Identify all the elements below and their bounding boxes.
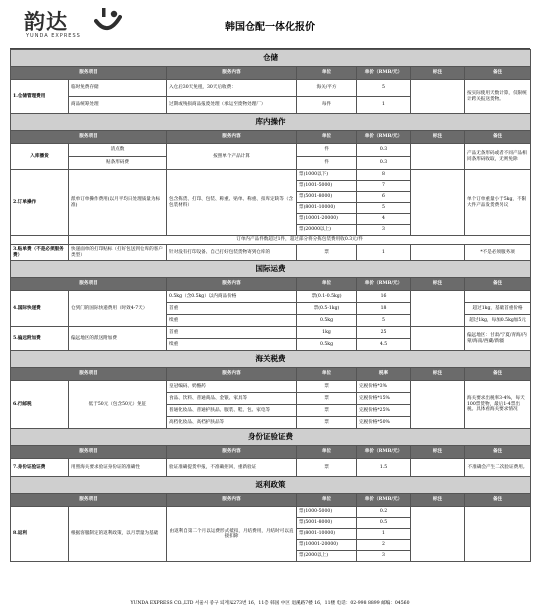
company-footer: YUNDA EXPRESS CO.,LTD 서울시 중구 퇴계로273번 16，11층 韩国 中区 退溪路7楼 16，11楼 电话：02-998 8899 邮编：04560 xyxy=(130,601,410,606)
note-cell: 单个订单重量小于5kg，不限大件产品发货费另议 xyxy=(465,170,531,236)
header-note: 备注 xyxy=(465,131,531,144)
header-note: 备注 xyxy=(465,67,531,80)
rate-cell: 完税价格*50% xyxy=(357,417,411,429)
rate-cell: 完税价格*25% xyxy=(357,405,411,417)
header-remark: 标注 xyxy=(411,67,465,80)
header-content: 服务内容 xyxy=(167,368,297,381)
unit-cell: 0.5kg xyxy=(297,339,357,351)
document-header xyxy=(10,0,530,49)
rate-cell: 完税价格*3% xyxy=(357,381,411,393)
remark-cell xyxy=(411,170,465,236)
header-note: 备注 xyxy=(465,446,531,459)
price-cell: 6 xyxy=(357,192,411,203)
section-title-inhouse: 库内操作 xyxy=(11,114,531,131)
content-cell: 普通化妆品、普通护肤品、服装、鞋、包、家电等 xyxy=(167,405,297,417)
header-item: 服务项目 xyxy=(11,368,167,381)
unit-cell: 票(5001-8000) xyxy=(297,518,357,529)
unit-cell: 票 xyxy=(297,459,357,477)
content-cell: 续重 xyxy=(167,339,297,351)
document-title: 韩国仓配一体化报价 xyxy=(225,22,315,33)
price-cell: 4.5 xyxy=(357,339,411,351)
content-cell: 按照单个产品计算 xyxy=(167,144,297,170)
header-content: 服务内容 xyxy=(167,446,297,459)
header-remark: 标注 xyxy=(411,368,465,381)
content-cell: 食品、饮料、普通商品、金银、家具等 xyxy=(167,393,297,405)
header-content: 服务内容 xyxy=(167,494,297,507)
unit-cell: 票(1000-5000) xyxy=(297,507,357,518)
item-cell: 低于50元（包含50元）免征 xyxy=(69,381,167,429)
unit-cell: 票(0.1-0.5kg) xyxy=(297,291,357,303)
header-content: 服务内容 xyxy=(167,278,297,291)
header-rate: 税率 xyxy=(357,368,411,381)
unit-cell: 票(20000以上) xyxy=(297,225,357,236)
note-cell: *不是必须服务项 xyxy=(465,245,531,261)
unit-cell: 票(10001-20000) xyxy=(297,540,357,551)
unit-cell: 0.5kg xyxy=(297,315,357,327)
header-note: 备注 xyxy=(465,368,531,381)
header-price: 单价（RMB/元） xyxy=(357,131,411,144)
price-cell: 1.5 xyxy=(357,459,411,477)
item-cell: 清点数 xyxy=(69,144,167,157)
remark-cell xyxy=(411,291,465,327)
unit-cell: 海关/平方 xyxy=(297,80,357,97)
category-cell: 8.返利 xyxy=(11,507,69,562)
note-cell: 超过1kg，每加0.5kg加5元 xyxy=(465,315,531,327)
item-cell: 用照海关要求验证身份证的准确性 xyxy=(69,459,167,477)
item-cell: 偏远地区的派送附加费 xyxy=(69,327,167,351)
content-cell: 针对没有打印设备、自己打好包装货物寄到仓库的 xyxy=(167,245,297,261)
unit-cell: 票(2000以上) xyxy=(297,551,357,562)
note-cell: 海关要求出税率3-4%，每天100票货物，最后1-4票出税。具体看海关要求情况 xyxy=(465,381,531,429)
note-cell xyxy=(465,507,531,562)
note-cell: 不准确会产生二次验证费用。 xyxy=(465,459,531,477)
note-cell xyxy=(465,291,531,303)
note-cell: 产品无条形码或者不同产品相同条形码收取，无则免除 xyxy=(465,144,531,170)
category-cell: 7.身份证验证费 xyxy=(11,459,69,477)
remark-cell xyxy=(411,507,465,562)
header-price: 单价（RMB/元） xyxy=(357,67,411,80)
price-cell: 1 xyxy=(357,97,411,114)
item-cell: 商品统筹处理 xyxy=(69,97,167,114)
header-price: 单价（RMB/元） xyxy=(357,446,411,459)
unit-cell: 1kg xyxy=(297,327,357,339)
price-cell: 8 xyxy=(357,170,411,181)
price-cell: 16 xyxy=(357,291,411,303)
unit-cell: 每件 xyxy=(297,97,357,114)
remark-cell xyxy=(411,144,465,170)
header-content: 服务内容 xyxy=(167,131,297,144)
unit-cell: 件 xyxy=(297,157,357,170)
header-unit: 单位 xyxy=(297,278,357,291)
category-cell: 5.偏远附加费 xyxy=(11,327,69,351)
content-cell: 过期或残损商品报废处理（承运至废物处理厂） xyxy=(167,97,297,114)
section-title-idcard: 身份证验证费 xyxy=(11,429,531,446)
price-cell: 5 xyxy=(357,315,411,327)
header-item: 服务项目 xyxy=(11,446,167,459)
section-title-warehouse: 仓储 xyxy=(11,50,531,67)
item-cell: 仓到门的国际快递费用（时效4-7天） xyxy=(69,291,167,327)
section-title-intl: 国际运费 xyxy=(11,261,531,278)
content-cell: 高档化妆品、高档护肤品等 xyxy=(167,417,297,429)
remark-cell xyxy=(411,245,465,261)
price-cell: 5 xyxy=(357,80,411,97)
section-title-customs: 海关税费 xyxy=(11,351,531,368)
unit-cell: 票 xyxy=(297,417,357,429)
price-cell: 3 xyxy=(357,225,411,236)
remark-cell xyxy=(411,327,465,351)
category-cell: 4.国际快递费 xyxy=(11,291,69,327)
price-cell: 0.3 xyxy=(357,157,411,170)
unit-cell: 件 xyxy=(297,144,357,157)
logo-text: 韵达 xyxy=(24,10,68,34)
unit-cell: 票(1000以下) xyxy=(297,170,357,181)
header-unit: 单位 xyxy=(297,446,357,459)
content-cell: 验证准确提货申报，不准确拒回，重新验证 xyxy=(167,459,297,477)
category-cell: 3.贴单费（不是必须服务费） xyxy=(11,245,69,261)
header-item: 服务项目 xyxy=(11,131,167,144)
section-title-rebate: 返利政策 xyxy=(11,477,531,494)
remark-cell xyxy=(411,459,465,477)
unit-cell: 票(10001-20000) xyxy=(297,214,357,225)
note-cell: 按实际使用天数计算，仅限统计跨关报送货物。 xyxy=(465,80,531,114)
content-cell: 皇冠编码、奶酪药 xyxy=(167,381,297,393)
price-cell: 1 xyxy=(357,245,411,261)
rate-cell: 完税价格*15% xyxy=(357,393,411,405)
unit-cell: 票 xyxy=(297,393,357,405)
header-unit: 单位 xyxy=(297,494,357,507)
content-cell: 入仓后30天免租，30天后收费： xyxy=(167,80,297,97)
price-cell: 0.3 xyxy=(357,144,411,157)
unit-cell: 票(1001-5000) xyxy=(297,181,357,192)
unit-cell: 票(8001-10000) xyxy=(297,529,357,540)
unit-cell: 票 xyxy=(297,381,357,393)
price-cell: 1 xyxy=(357,529,411,540)
header-item: 服务项目 xyxy=(11,278,167,291)
price-cell: 2 xyxy=(357,540,411,551)
item-cell: 快递面单的打印贴标（打好包送到仓库的客户类型） xyxy=(69,245,167,261)
category-cell: 2.订单操作 xyxy=(11,170,69,236)
content-cell: 由返利自第二个月以运费形式抵扣，月结费用，月结时可以直接扣除 xyxy=(167,507,297,562)
category-cell: 入库播货 xyxy=(11,144,69,170)
price-cell: 7 xyxy=(357,181,411,192)
price-cell: 0.5 xyxy=(357,518,411,529)
content-cell: 包含拣货、打印、包装、称重、贴单、称重、扣库定缺等（含包装材料） xyxy=(167,170,297,236)
unit-cell: 票(0.5-1kg) xyxy=(297,303,357,315)
category-cell: 1.仓储管理费用 xyxy=(11,80,69,114)
remark-cell xyxy=(411,80,465,114)
content-cell: 续重 xyxy=(167,315,297,327)
item-cell: 派单订单操作费用(以月平均日处理质量为标准) xyxy=(69,170,167,236)
price-cell: 3 xyxy=(357,551,411,562)
price-cell: 0.2 xyxy=(357,507,411,518)
header-price: 单价（RMB/元） xyxy=(357,494,411,507)
note-cell: 偏远地区：甘肃/宁夏/青海/内蒙/海南/西藏/新疆 xyxy=(465,327,531,351)
price-cell: 5 xyxy=(357,203,411,214)
header-remark: 标注 xyxy=(411,494,465,507)
header-note: 备注 xyxy=(465,278,531,291)
remark-cell xyxy=(411,381,465,429)
header-remark: 标注 xyxy=(411,131,465,144)
header-unit: 单位 xyxy=(297,368,357,381)
unit-cell: 票(8001-10000) xyxy=(297,203,357,214)
item-cell: 根据客服制定的返利政策，以月票量为基础 xyxy=(69,507,167,562)
header-unit: 单位 xyxy=(297,67,357,80)
price-cell: 4 xyxy=(357,214,411,225)
blank-cell xyxy=(11,236,69,245)
header-price: 单价（RMB/元） xyxy=(357,278,411,291)
header-content: 服务内容 xyxy=(167,67,297,80)
item-cell: 贴条形码费 xyxy=(69,157,167,170)
price-cell: 18 xyxy=(357,303,411,315)
header-note: 备注 xyxy=(465,494,531,507)
unit-cell: 票 xyxy=(297,245,357,261)
unit-cell: 票 xyxy=(297,405,357,417)
header-remark: 标注 xyxy=(411,278,465,291)
content-cell: 0.5kg（含0.5kg）以内商品价格 xyxy=(167,291,297,303)
unit-cell: 票(5001-8000) xyxy=(297,192,357,203)
category-cell: 6.行邮税 xyxy=(11,381,69,429)
header-item: 服务项目 xyxy=(11,494,167,507)
extra-note-row: 订单内产品件数超过1件，超过部分将分拣包装费用收0.3元/件 xyxy=(69,236,531,245)
logo-subtext: YUNDA EXPRESS xyxy=(26,33,81,39)
header-item: 服务项目 xyxy=(11,67,167,80)
header-unit: 单位 xyxy=(297,131,357,144)
note-cell: 超过1kg，基础首重价格 xyxy=(465,303,531,315)
header-remark: 标注 xyxy=(411,446,465,459)
content-cell: 首重 xyxy=(167,327,297,339)
item-cell: 临时免费存储 xyxy=(69,80,167,97)
content-cell: 首重 xyxy=(167,303,297,315)
price-cell: 25 xyxy=(357,327,411,339)
price-table xyxy=(10,49,531,562)
